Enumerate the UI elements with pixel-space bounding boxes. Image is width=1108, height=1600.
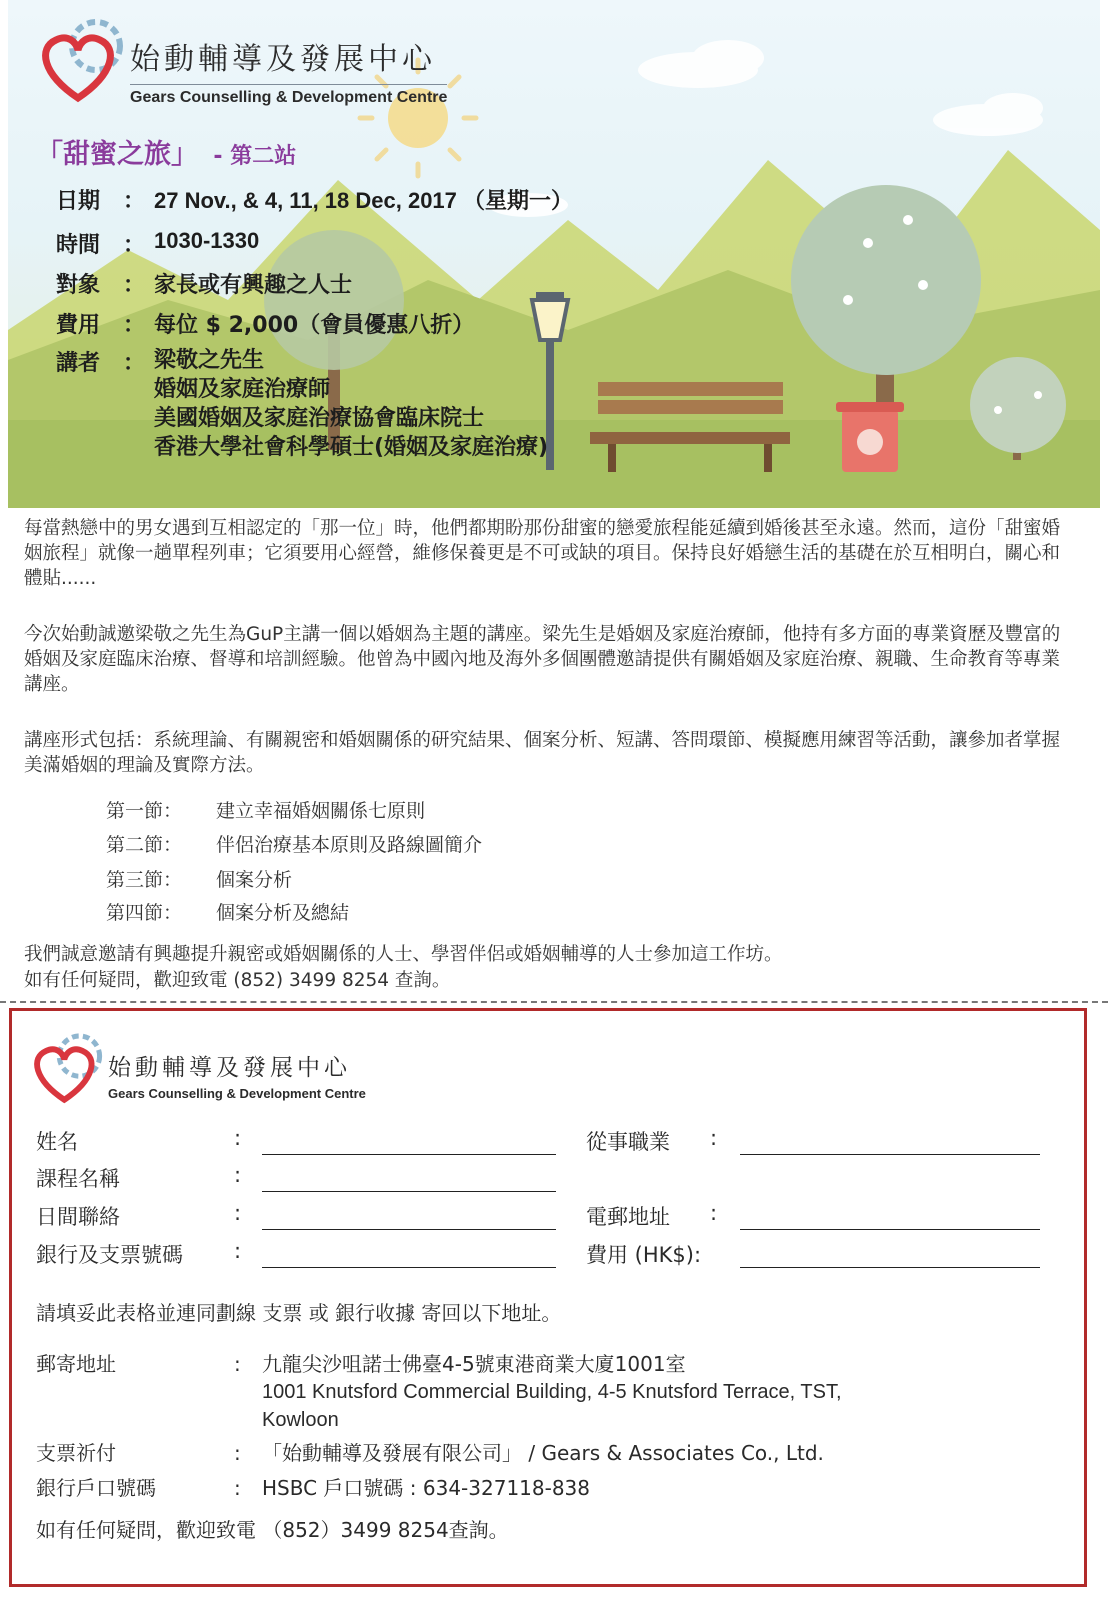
event-title-sub: - 第二站 <box>213 144 297 169</box>
org-name-cn: 始動輔導及發展中心 <box>130 42 436 77</box>
format-paragraph: 講座形式包括：系統理論、有關親密和婚姻關係的研究結果、個案分析、短講、答問環節、模擬應用練習等活動，讓參加者掌握美滿婚姻的理論及實際方法。 <box>24 730 1061 776</box>
payee-value: 「始動輔導及發展有限公司」 / Gears & Associates Co., Ltd. <box>262 1441 824 1465</box>
form-instruction: 請填妥此表格並連同劃線 支票 或 銀行收據 寄回以下地址。 <box>36 1301 562 1325</box>
payee-label: 支票祈付 <box>36 1441 116 1465</box>
fee-colon: ： <box>122 312 145 337</box>
bank-cheque-field[interactable] <box>262 1267 556 1268</box>
time-colon: ： <box>122 232 145 257</box>
event-title-main: 「甜蜜之旅」 <box>36 139 198 170</box>
session-topic: 個案分析 <box>216 869 293 891</box>
form-org-logo <box>24 1029 366 1105</box>
session-topic: 建立幸福婚姻關係七原則 <box>216 800 426 822</box>
speaker-name: 梁敬之先生 <box>154 348 265 373</box>
mail-label: 郵寄地址 <box>36 1352 116 1376</box>
time-label: 時間 <box>56 233 101 258</box>
target-colon: ： <box>122 272 145 297</box>
form-enquiry: 如有任何疑問，歡迎致電 （852）3499 8254查詢。 <box>36 1518 509 1542</box>
name-colon: : <box>234 1126 242 1150</box>
session-item <box>106 898 349 925</box>
speaker-title-2: 美國婚姻及家庭治療協會臨床院士 <box>154 406 485 431</box>
date-value: 27 Nov., & 4, 11, 18 Dec, 2017 （星期一） <box>154 188 574 213</box>
mail-address-en-2: Kowloon <box>262 1409 339 1431</box>
speaker-title-3: 香港大學社會科學碩士(婚姻及家庭治療) <box>154 435 549 460</box>
session-number: 第三節： <box>106 869 183 891</box>
session-number: 第一節： <box>106 800 183 822</box>
date-colon: ： <box>122 188 145 213</box>
speaker-title-1: 婚姻及家庭治療師 <box>154 377 331 402</box>
fee-amount-field[interactable] <box>740 1267 1040 1268</box>
info-target <box>56 268 352 299</box>
registration-form <box>9 1008 1087 1587</box>
target-label: 對象 <box>56 273 101 298</box>
mail-colon: : <box>234 1352 241 1376</box>
course-label: 課程名稱 <box>36 1167 120 1191</box>
mail-address-cn: 九龍尖沙咀諾士佛臺4-5號東港商業大廈1001室 <box>262 1352 686 1376</box>
day-contact-label: 日間聯絡 <box>36 1205 120 1229</box>
name-label: 姓名 <box>36 1130 78 1154</box>
bank-cheque-colon: : <box>234 1239 242 1263</box>
session-item <box>106 830 482 857</box>
fee-value: 每位 $ 2,000（會員優惠八折） <box>154 313 475 338</box>
time-value: 1030-1330 <box>154 228 260 253</box>
intro-paragraph: 每當熱戀中的男女遇到互相認定的「那一位」時，他們都期盼那份甜蜜的戀愛旅程能延續到婚後甚至永遠。然而，這份「甜蜜婚姻旅程」就像一趟單程列車；它須要用心經營，維修保養更是不可或缺的項目。保持良好婚戀生活的基礎在於互相明白，關心和體貼...... <box>24 518 1061 589</box>
email-colon: : <box>710 1201 718 1225</box>
org-name-en: Gears Counselling & Development Centre <box>108 1086 366 1101</box>
mail-address-en-1: 1001 Knutsford Commercial Building, 4-5 Knutsford Terrace, TST, <box>262 1381 842 1403</box>
name-field[interactable] <box>262 1154 556 1155</box>
payee-colon: : <box>234 1441 241 1465</box>
info-fee <box>56 308 474 339</box>
recycle-bin-icon <box>836 402 904 472</box>
email-field[interactable] <box>740 1229 1040 1230</box>
session-item <box>106 796 425 823</box>
fee-label: 費用 <box>56 313 101 338</box>
session-number: 第二節： <box>106 834 183 856</box>
occupation-label: 從事職業 <box>586 1130 670 1154</box>
course-field[interactable] <box>262 1191 556 1192</box>
info-date <box>56 184 573 215</box>
date-label: 日期 <box>56 189 101 214</box>
day-contact-field[interactable] <box>262 1229 556 1230</box>
org-name-en: Gears Counselling & Development Centre <box>130 84 447 107</box>
occupation-colon: : <box>710 1126 718 1150</box>
session-topic: 個案分析及總結 <box>216 902 350 924</box>
course-colon: : <box>234 1163 242 1187</box>
day-contact-colon: : <box>234 1201 242 1225</box>
session-topic: 伴侶治療基本原則及路線圖簡介 <box>216 834 483 856</box>
speaker-paragraph: 今次始動誠邀梁敬之先生為GuP主講一個以婚姻為主題的講座。梁先生是婚姻及家庭治療師，他持有多方面的專業資歷及豐富的婚姻及家庭臨床治療、督導和培訓經驗。他曾為中國內地及海外多個團體邀請提供有關婚姻及家庭治療、親職、生命教育等專業講座。 <box>24 624 1061 695</box>
cut-line-divider <box>0 1001 1108 1003</box>
account-value: HSBC 戶口號碼 : 634-327118-838 <box>262 1476 591 1500</box>
speaker-colon: ： <box>122 350 145 375</box>
info-speaker <box>56 346 548 462</box>
session-item <box>106 865 292 892</box>
info-time <box>56 228 259 259</box>
event-poster <box>8 0 1100 508</box>
org-name-cn: 始動輔導及發展中心 <box>108 1055 351 1081</box>
invitation-text: 我們誠意邀請有興趣提升親密或婚姻關係的人士、學習伴侶或婚姻輔導的人士參加這工作坊。 <box>24 944 783 965</box>
session-number: 第四節： <box>106 902 183 924</box>
bank-cheque-label: 銀行及支票號碼 <box>36 1243 183 1267</box>
org-logo <box>30 14 447 107</box>
email-label: 電郵地址 <box>586 1205 670 1229</box>
speaker-label: 講者 <box>56 351 101 376</box>
account-label: 銀行戶口號碼 <box>36 1476 156 1500</box>
speaker-details <box>154 346 548 462</box>
occupation-field[interactable] <box>740 1154 1040 1155</box>
enquiry-text: 如有任何疑問，歡迎致電 (852) 3499 8254 查詢。 <box>24 970 451 991</box>
target-value: 家長或有興趣之人士 <box>154 273 353 298</box>
account-colon: : <box>234 1476 241 1500</box>
heart-gear-logo-icon <box>24 1029 108 1105</box>
heart-gear-logo-icon <box>30 14 130 104</box>
event-title <box>36 132 296 171</box>
fee-amount-label: 費用 (HK$): <box>586 1243 702 1267</box>
